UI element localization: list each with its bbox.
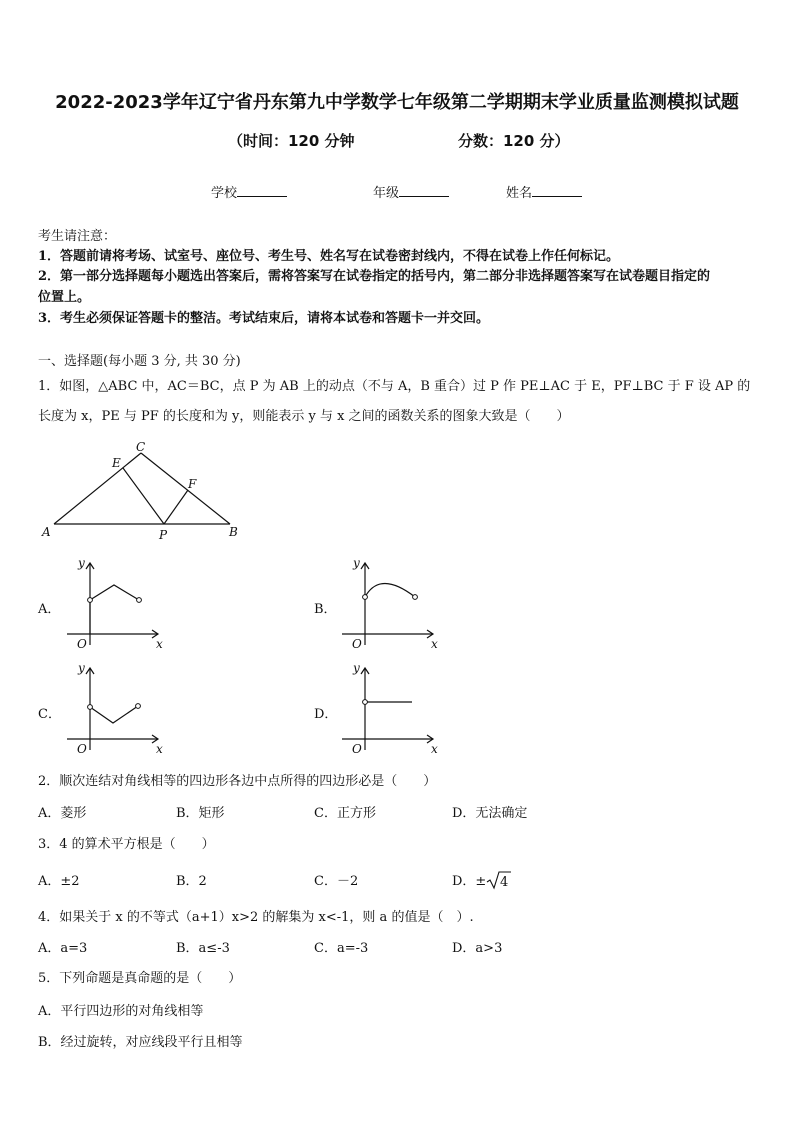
graph-b [340, 555, 445, 652]
school-field [211, 182, 287, 201]
q4-option-d[interactable]: D．a>3 [452, 941, 503, 956]
graph-c-y-label: y [78, 661, 85, 675]
graph-c-curve [90, 706, 138, 723]
q2-stem: 2．顺次连结对角线相等的四边形各边中点所得的四边形必是（ ） [38, 774, 437, 789]
graph-c-x-label: x [156, 742, 163, 756]
name-field [506, 182, 582, 201]
school-blank[interactable] [237, 184, 287, 197]
name-blank[interactable] [532, 184, 582, 197]
q2-option-c[interactable]: C．正方形 [314, 806, 376, 821]
sqrt-sign-icon [486, 870, 512, 890]
section-heading: 一、选择题(每小题 3 分, 共 30 分) [38, 354, 241, 369]
graph-c [65, 660, 170, 757]
graph-b-y-label: y [353, 556, 360, 570]
q2-option-a[interactable]: A．菱形 [38, 806, 87, 821]
segment-pe [123, 468, 164, 524]
label-p: P [159, 528, 168, 542]
q3-option-d-label: D．± [452, 874, 487, 889]
grade-field [373, 182, 449, 201]
q3-option-a[interactable]: A．±2 [38, 874, 80, 889]
segment-cb [141, 453, 230, 524]
label-c: C [136, 440, 146, 454]
q3-option-b[interactable]: B．2 [176, 874, 207, 889]
graph-a-x-label: x [156, 637, 163, 651]
page-title: 2022-2023学年辽宁省丹东第九中学数学七年级第二学期期末学业质量监测模拟试题 [55, 92, 739, 113]
name-label: 姓名 [506, 186, 533, 201]
q3-stem: 3．4 的算术平方根是（ ） [38, 837, 215, 852]
notice-item-2-cont: 位置上。 [38, 290, 91, 305]
graph-a-y-label: y [78, 556, 85, 570]
graph-b-x-label: x [431, 637, 438, 651]
q1-option-a[interactable]: A． [38, 602, 61, 617]
q5-stem: 5．下列命题是真命题的是（ ） [38, 971, 242, 986]
q3-option-c[interactable]: C．－2 [314, 874, 359, 889]
graph-d-x-label: x [431, 742, 438, 756]
graph-b-origin: O [352, 637, 362, 651]
graph-a-curve [90, 585, 139, 600]
triangle-figure [38, 440, 248, 545]
q3-option-d[interactable] [452, 870, 512, 890]
graph-d-y-label: y [353, 661, 360, 675]
q1-option-b[interactable]: B． [314, 602, 337, 617]
graph-a-origin: O [77, 637, 87, 651]
graph-a [65, 555, 170, 652]
q1-stem-line2: 长度为 x，PE 与 PF 的长度和为 y，则能表示 y 与 x 之间的函数关系的图象大致是（ ） [38, 409, 570, 424]
label-e: E [112, 456, 121, 470]
grade-blank[interactable] [399, 184, 449, 197]
q1-option-c[interactable]: C． [38, 707, 61, 722]
q2-option-d[interactable]: D．无法确定 [452, 806, 528, 821]
q4-option-b[interactable]: B．a≤-3 [176, 941, 230, 956]
label-a: A [42, 525, 51, 539]
school-label: 学校 [211, 186, 238, 201]
q5-option-a[interactable]: A．平行四边形的对角线相等 [38, 1004, 204, 1019]
exam-time: （时间：120 分钟 [228, 132, 355, 150]
notice-item-3: 3．考生必须保证答题卡的整洁。考试结束后，请将本试卷和答题卡一并交回。 [38, 311, 490, 326]
q1-stem-line1: 1．如图，△ABC 中，AC＝BC，点 P 为 AB 上的动点（不与 A，B 重合）过 P 作 PE⊥AC 于 E，PF⊥BC 于 F 设 AP 的 [38, 379, 751, 394]
notice-heading: 考生请注意： [38, 229, 117, 244]
grade-label: 年级 [373, 186, 400, 201]
graph-d-origin: O [352, 742, 362, 756]
q1-option-d[interactable]: D． [314, 707, 338, 722]
segment-ac [54, 453, 141, 524]
q5-option-b[interactable]: B．经过旋转，对应线段平行且相等 [38, 1035, 243, 1050]
graph-b-curve [365, 584, 415, 598]
exam-score: 分数：120 分） [458, 132, 570, 150]
q4-option-c[interactable]: C．a=-3 [314, 941, 369, 956]
q2-option-b[interactable]: B．矩形 [176, 806, 225, 821]
notice-item-2: 2．第一部分选择题每小题选出答案后，需将答案写在试卷指定的括号内，第二部分非选择题答案写在试卷题目指定的 [38, 269, 711, 284]
notice-item-1: 1．答题前请将考场、试室号、座位号、考生号、姓名写在试卷密封线内，不得在试卷上作任何标记。 [38, 249, 620, 264]
segment-pf [164, 490, 188, 524]
q4-stem: 4．如果关于 x 的不等式（a+1）x>2 的解集为 x<-1，则 a 的值是（ ）. [38, 910, 474, 925]
label-b: B [229, 525, 238, 539]
q4-option-a[interactable]: A．a=3 [38, 941, 88, 956]
sqrt-arg: 4 [500, 875, 509, 890]
label-f: F [188, 477, 197, 491]
graph-d [340, 660, 445, 757]
graph-c-origin: O [77, 742, 87, 756]
